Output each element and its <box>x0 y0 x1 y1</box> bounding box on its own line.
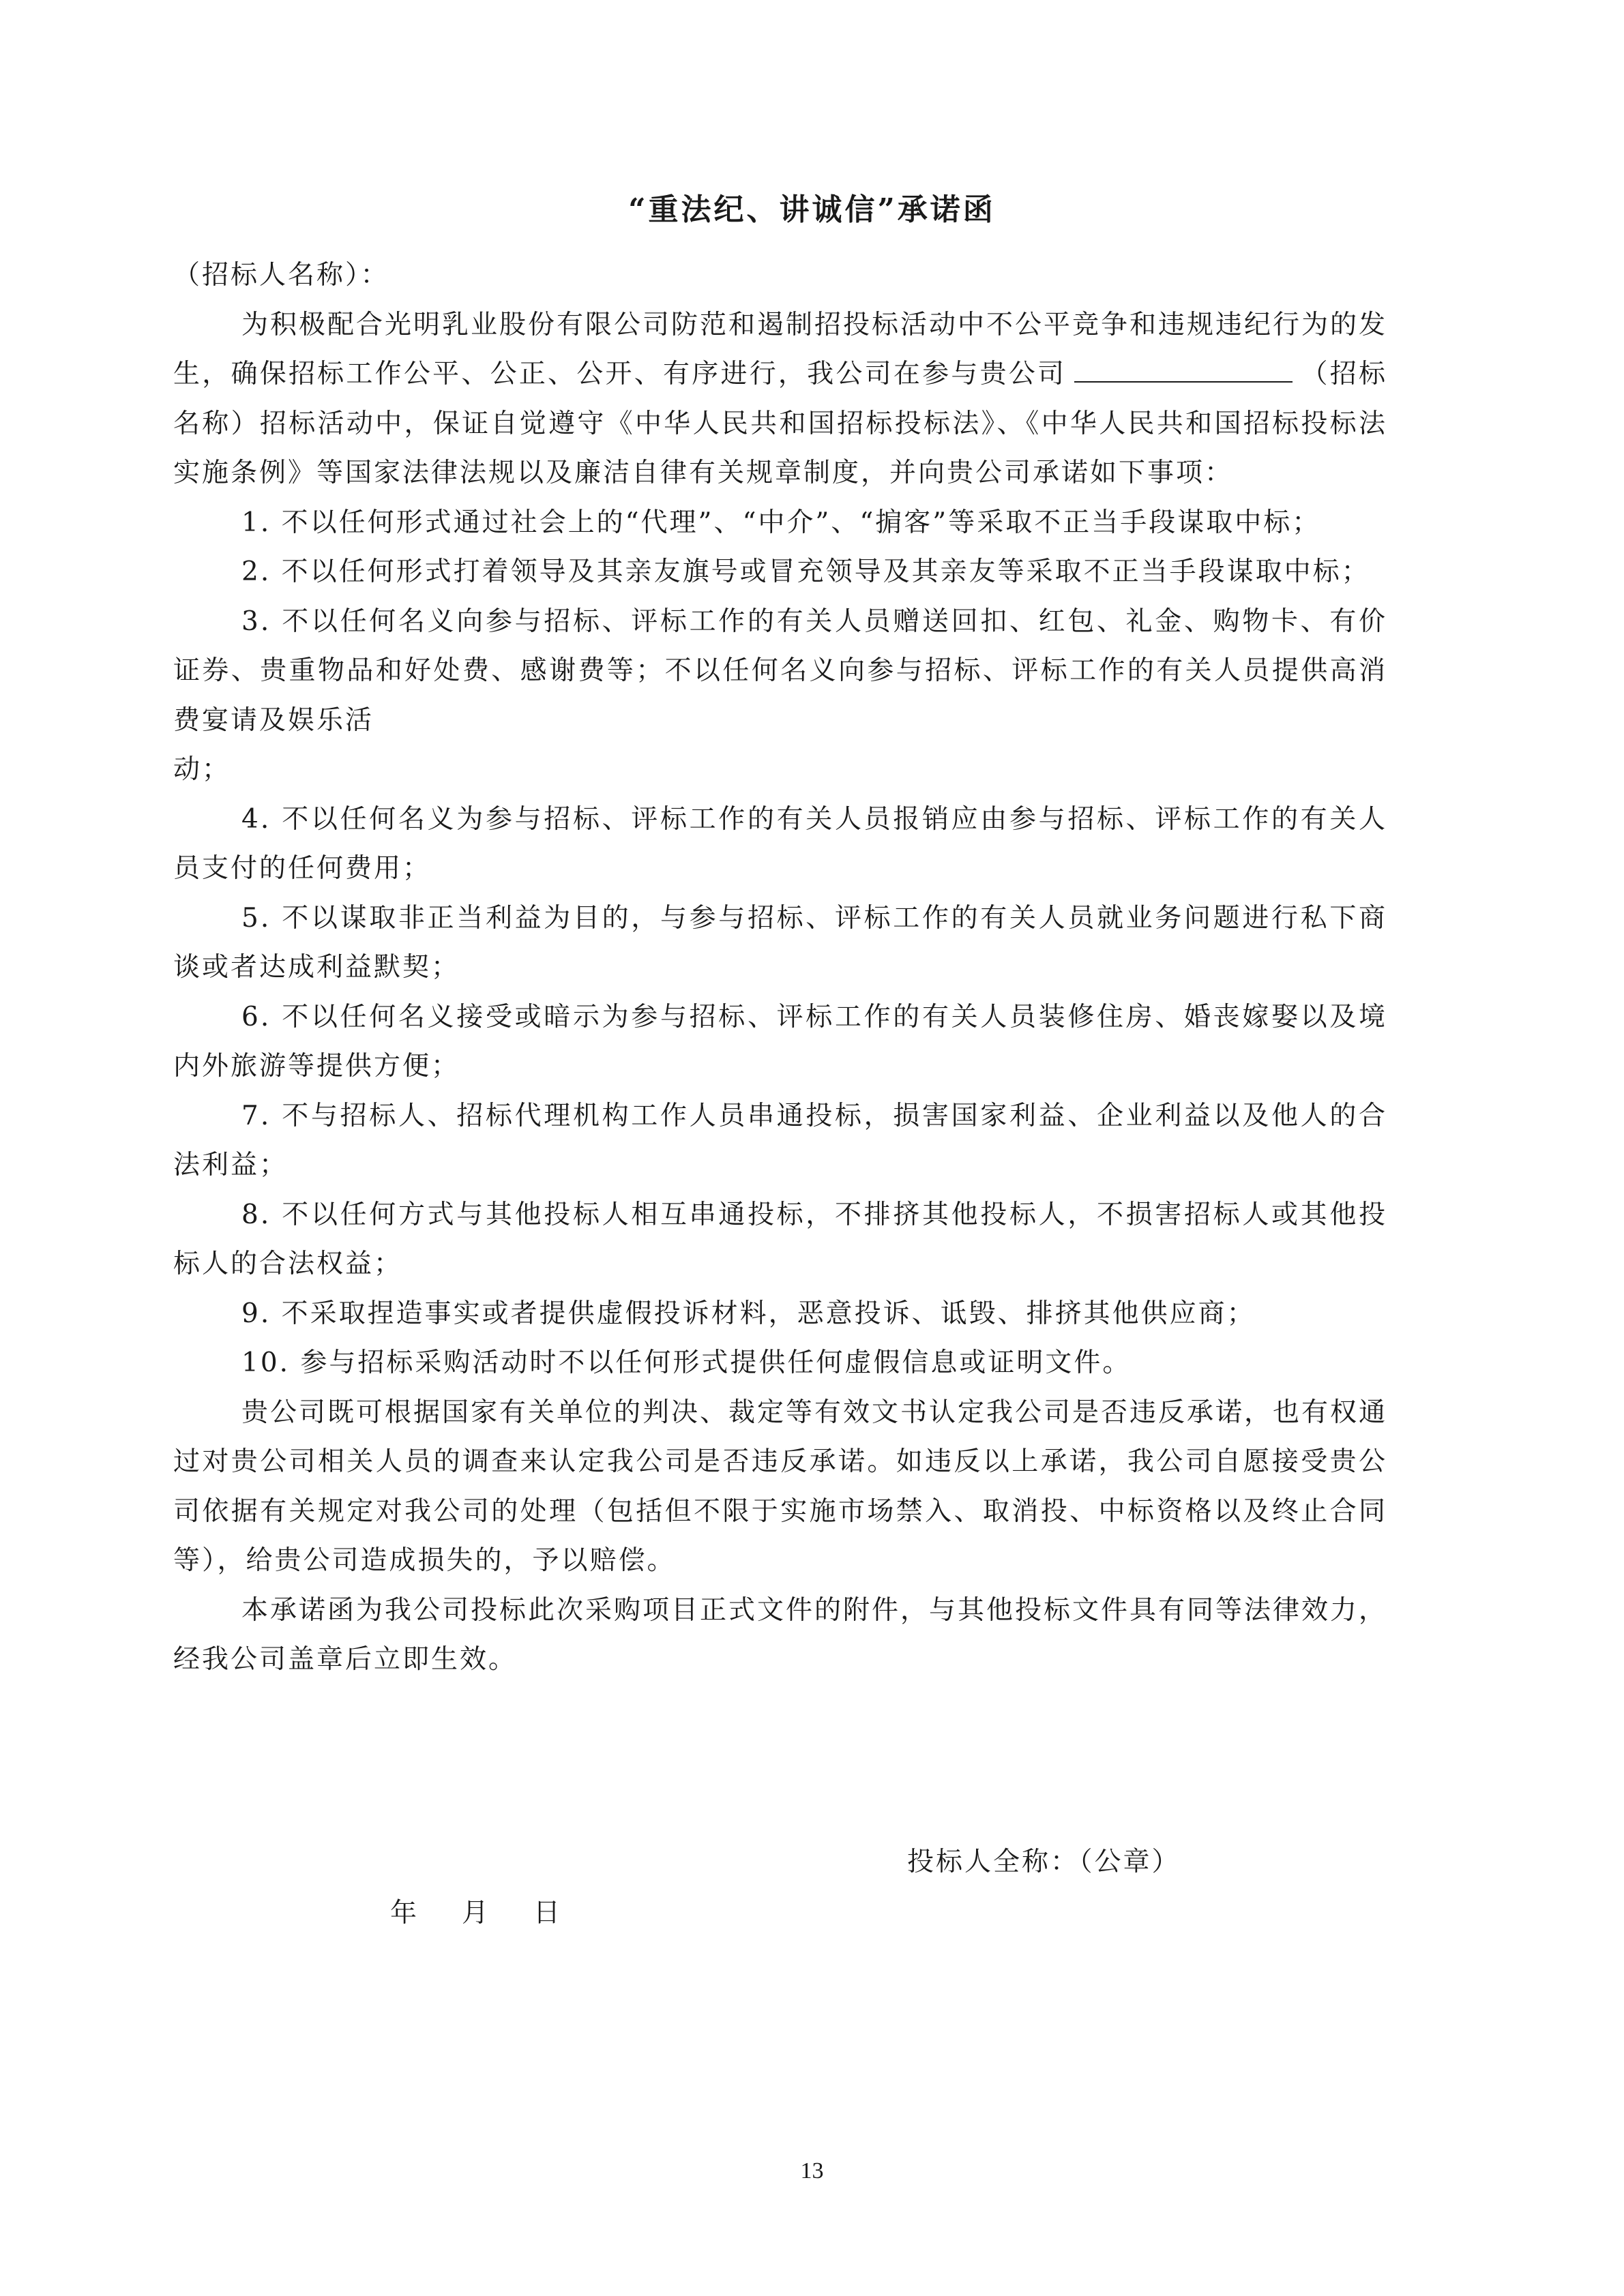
salutation: （招标人名称）： <box>173 260 389 290</box>
effect-paragraph: 本承诺函为我公司投标此次采购项目正式文件的附件，与其他投标文件具有同等法律效力，经我公司盖章后立即生效。 <box>173 1594 1388 1675</box>
commitment-item-3-continuation: 动； <box>173 754 231 785</box>
page-number: 13 <box>800 2158 824 2183</box>
commitment-item-6: 6. 不以任何名义接受或暗示为参与招标、评标工作的有关人员装修住房、婚丧嫁娶以及境内外旅游等提供方便； <box>173 1001 1387 1082</box>
commitment-item-1: 1. 不以任何形式通过社会上的“代理”、“中介”、“掮客”等采取不正当手段谋取中标； <box>241 507 1321 538</box>
commitment-item-4: 4. 不以任何名义为参与招标、评标工作的有关人员报销应由参与招标、评标工作的有关人员支付的任何费用； <box>173 803 1387 884</box>
date-month-label: 月 <box>462 1898 489 1928</box>
commitment-item-10: 10. 参与招标采购活动时不以任何形式提供任何虚假信息或证明文件。 <box>241 1347 1132 1378</box>
commitment-item-9: 9. 不采取捏造事实或者提供虚假投诉材料，恶意投诉、诋毁、排挤其他供应商； <box>241 1298 1256 1329</box>
date-line <box>390 1889 560 1938</box>
tender-name-blank <box>1074 357 1293 383</box>
intro-text-part1: 为积极配合光明乳业股份有限公司防范和遏制招投标活动中不公平竞争和违规违纪行为的发生，确保招标工作公平、公正、公开、有序进行，我公司在参与贵公司 <box>173 309 1388 389</box>
rights-paragraph: 贵公司既可根据国家有关单位的判决、裁定等有效文书认定我公司是否违反承诺，也有权通过对贵公司相关人员的调查来认定我公司是否违反承诺。如违反以上承诺，我公司自愿接受贵公司依据有关规定对我公司的处理（包括但不限于实施市场禁入、取消投、中标资格以及终止合同等），给贵公司造成损失的，予以赔偿。 <box>173 1397 1388 1576</box>
commitment-item-7: 7. 不与招标人、招标代理机构工作人员串通投标，损害国家利益、企业利益以及他人的合法利益； <box>173 1100 1387 1180</box>
signer-line: 投标人全称：（公章） <box>907 1847 1181 1877</box>
page-title: “重法纪、讲诚信”承诺函 <box>628 192 996 227</box>
commitment-item-3: 3. 不以任何名义向参与招标、评标工作的有关人员赠送回扣、红包、礼金、购物卡、有价证券、贵重物品和好处费、感谢费等；不以任何名义向参与招标、评标工作的有关人员提供高消费宴请及娱乐活 <box>173 606 1387 736</box>
letter-body <box>173 251 1387 1685</box>
intro-text-part2: （招标名称）招标活动中，保证自觉遵守《中华人民共和国招标投标法》、《中华人民共和国招标投标法实施条例》等国家法律法规以及廉洁自律有关规章制度，并向贵公司承诺如下事项： <box>173 359 1387 488</box>
date-year-label: 年 <box>390 1898 417 1928</box>
intro-paragraph <box>173 301 1387 498</box>
commitment-item-5: 5. 不以谋取非正当利益为目的，与参与招标、评标工作的有关人员就业务问题进行私下商谈或者达成利益默契； <box>173 902 1387 983</box>
date-day-label: 日 <box>533 1898 561 1928</box>
commitment-item-2: 2. 不以任何形式打着领导及其亲友旗号或冒充领导及其亲友等采取不正当手段谋取中标； <box>241 556 1370 587</box>
commitment-item-8: 8. 不以任何方式与其他投标人相互串通投标，不排挤其他投标人，不损害招标人或其他投标人的合法权益； <box>173 1199 1387 1279</box>
